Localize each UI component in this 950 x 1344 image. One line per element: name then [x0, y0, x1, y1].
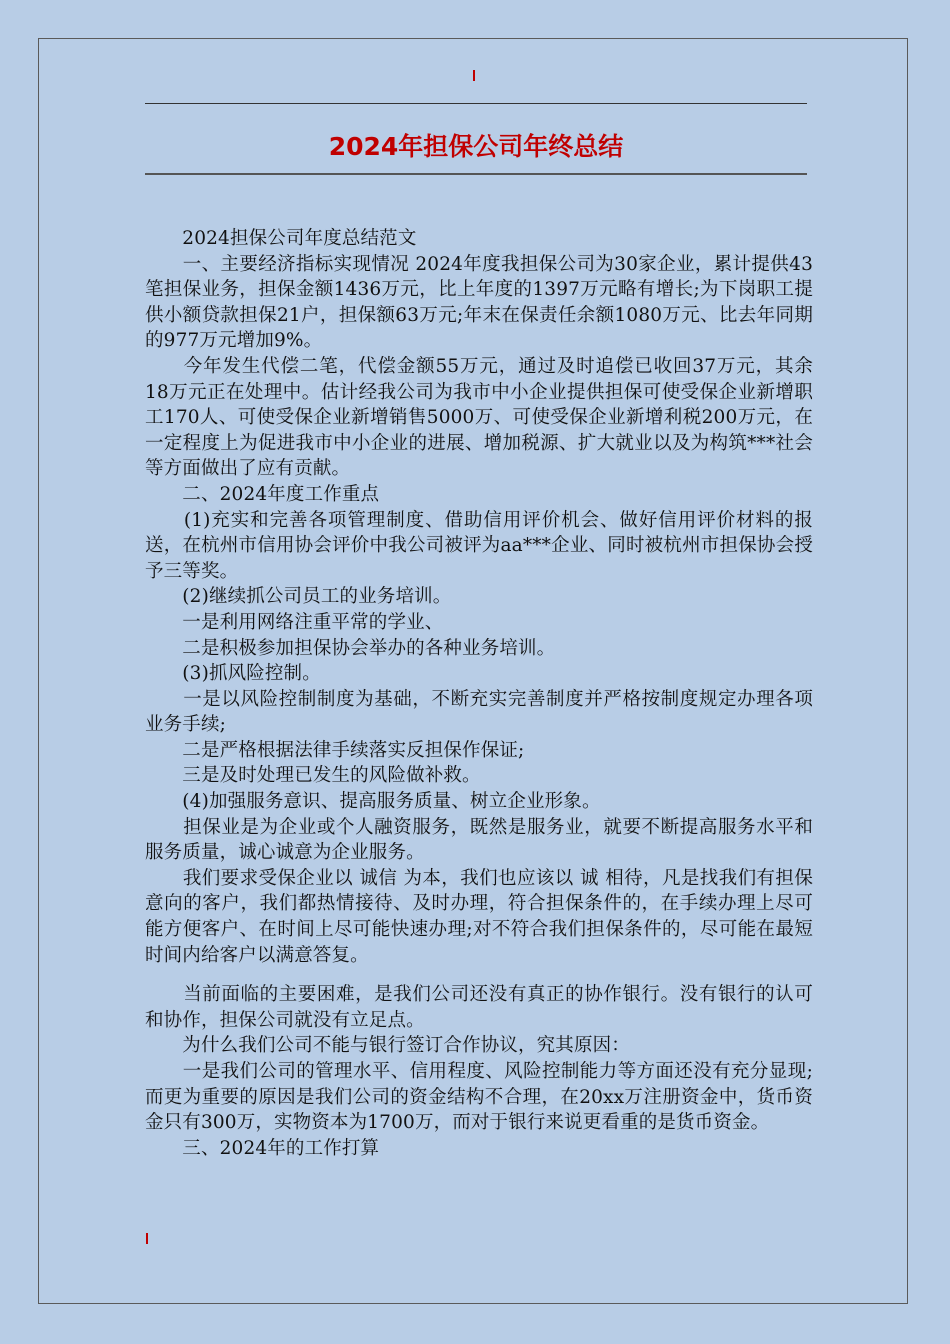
paragraph: (1)充实和完善各项管理制度、借助信用评价机会、做好信用评价材料的报送，在杭州市信用协会评价中我公司被评为aa***企业、同时被杭州市担保协会授予三等奖。 — [145, 509, 813, 582]
paragraph: 担保业是为企业或个人融资服务，既然是服务业，就要不断提高服务水平和服务质量，诚心诚意为企业服务。 — [145, 816, 813, 864]
paragraph: 二、2024年度工作重点 — [145, 483, 380, 505]
document-title: 2024年担保公司年终总结 — [328, 132, 624, 161]
paragraph: 为什么我们公司不能与银行签订合作协议，究其原因： — [145, 1035, 630, 1057]
paragraph: (4)加强服务意识、提高服务质量、树立企业形象。 — [145, 791, 601, 813]
paragraph: 一是以风险控制制度为基础，不断充实完善制度并严格按制度规定办理各项业务手续; — [145, 688, 813, 736]
paragraph: 一是利用网络注重平常的学业、 — [145, 611, 444, 633]
header-rule — [145, 103, 807, 104]
paragraph: 我们要求受保企业以 诚信 为本，我们也应该以 诚 相待，凡是找我们有担保意向的客户，我们都热情接待、及时办理，符合担保条件的，在手续办理上尽可能方便客户、在时间上尽可能快速办理;对不符合我们担保条件的，尽可能在最短时间内给客户以满意答复。 — [145, 867, 813, 966]
paragraph: 当前面临的主要困难，是我们公司还没有真正的协作银行。没有银行的认可和协作，担保公司就没有立足点。 — [145, 984, 813, 1031]
paragraph-spacer — [145, 968, 813, 982]
paragraph: 三是及时处理已发生的风险做补救。 — [145, 765, 481, 787]
paragraph: 一、主要经济指标实现情况 2024年度我担保公司为30家企业，累计提供43笔担保业务，担保金额1436万元，比上年度的1397万元略有增长;为下岗职工提供小额贷款担保21户，担保额63万元;年末在保责任余额1080万元、比去年同期的977万元增加9%。 — [145, 253, 813, 352]
paragraph: 2024担保公司年度总结范文 — [145, 228, 417, 249]
title-rule — [145, 173, 807, 175]
paragraph: 一是我们公司的管理水平、信用程度、风险控制能力等方面还没有充分显现;而更为重要的原因是我们公司的资金结构不合理，在20xx万注册资金中，货币资金只有300万，实物资本为1700万，而对于银行来说更看重的是货币资金。 — [145, 1061, 813, 1134]
footer-mark — [146, 1233, 148, 1244]
paragraph: 二是积极参加担保协会举办的各种业务培训。 — [145, 637, 556, 659]
paragraph: (2)继续抓公司员工的业务培训。 — [145, 586, 452, 608]
document-body — [145, 226, 813, 1161]
header-mark — [473, 70, 475, 81]
paragraph: (3)抓风险控制。 — [145, 663, 321, 685]
paragraph: 三、2024年的工作打算 — [145, 1137, 380, 1159]
paragraph: 二是严格根据法律手续落实反担保作保证; — [145, 739, 525, 761]
paragraph: 今年发生代偿二笔，代偿金额55万元，通过及时追偿已收回37万元，其余18万元正在处理中。估计经我公司为我市中小企业提供担保可使受保企业新增职工170人、可使受保企业新增销售5000万、可使受保企业新增利税200万元，在一定程度上为促进我市中小企业的进展、增加税源、扩大就业以及为构筑***社会等方面做出了应有贡献。 — [145, 355, 813, 480]
